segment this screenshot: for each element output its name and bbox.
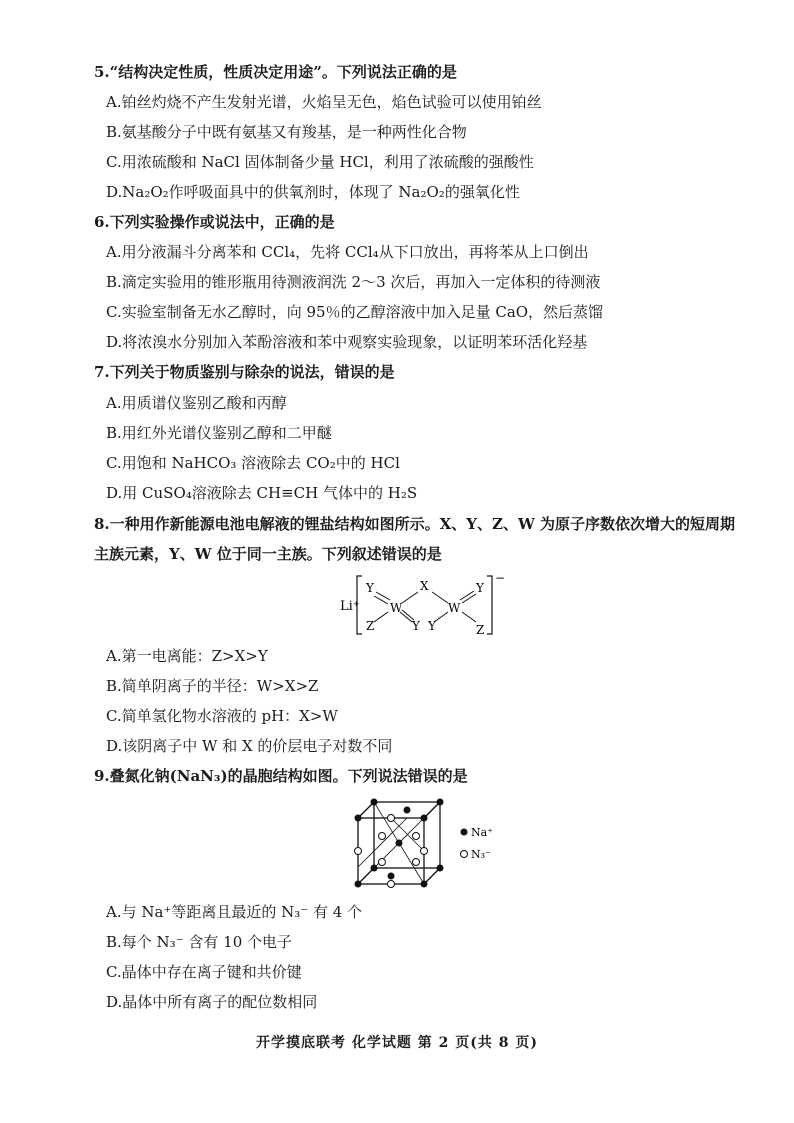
question-8-option-b: B.简单阴离子的半径：W>X>Z: [106, 677, 319, 695]
na-ion: [371, 865, 378, 872]
question-9-option-c: C.晶体中存在离子键和共价键: [106, 963, 302, 981]
question-5-option-d: D.Na₂O₂作呼吸面具中的供氧剂时，体现了 Na₂O₂的强氧化性: [106, 183, 520, 201]
bond-x-w-right: [432, 592, 448, 603]
question-6-stem: 6.下列实验操作或说法中，正确的是: [94, 213, 335, 231]
question-7-stem: 7.下列关于物质鉴别与除杂的说法，错误的是: [94, 363, 395, 381]
question-5-option-b: B.氨基酸分子中既有氨基又有羧基，是一种两性化合物: [106, 123, 467, 141]
question-7-option-a: A.用质谱仪鉴别乙酸和丙醇: [106, 394, 287, 412]
question-9-option-a: A.与 Na⁺等距离且最近的 N₃⁻ 有 4 个: [106, 903, 363, 921]
question-8-structure-figure: [330, 570, 510, 640]
question-6-option-c: C.实验室制备无水乙醇时，向 95％的乙醇溶液中加入足量 CaO，然后蒸馏: [106, 303, 604, 321]
question-5-stem: 5.“结构决定性质，性质决定用途”。下列说法正确的是: [94, 63, 457, 81]
question-8-stem-line2: 主族元素，Y、W 位于同一主族。下列叙述错误的是: [94, 545, 442, 563]
atom-y-bottom-1: Y: [412, 619, 420, 633]
question-8-option-d: D.该阴离子中 W 和 X 的价层电子对数不同: [106, 737, 393, 755]
atom-x: X: [420, 579, 429, 593]
bond-y-w-right-lower: [434, 612, 448, 622]
legend-n3-label: N₃⁻: [471, 848, 491, 861]
question-8-stem: 8.一种用作新能源电池电解液的锂盐结构如图所示。X、Y、Z、W 为原子序数依次增大的短周期: [94, 515, 736, 533]
question-9-option-d: D.晶体中所有离子的配位数相同: [106, 993, 318, 1011]
legend-na-label: Na⁺: [471, 826, 493, 839]
legend-na-marker: [461, 829, 468, 836]
question-6-option-d: D.将浓溴水分别加入苯酚溶液和苯中观察实验现象，以证明苯环活化羟基: [106, 333, 588, 351]
na-ion: [388, 873, 395, 880]
n3-ion: [421, 848, 428, 855]
atom-y-bottom-2: Y: [428, 619, 436, 633]
structure-charge: −: [495, 571, 506, 585]
question-7-option-d: D.用 CuSO₄溶液除去 CH≡CH 气体中的 H₂S: [106, 484, 418, 502]
n3-ion: [388, 881, 395, 888]
question-5-option-c: C.用浓硫酸和 NaCl 固体制备少量 HCl，利用了浓硫酸的强酸性: [106, 153, 534, 171]
bond-w-z-right: [462, 612, 476, 622]
na-ion: [437, 799, 444, 806]
na-ion: [437, 865, 444, 872]
question-9-stem: 9.叠氮化钠(NaN₃)的晶胞结构如图。下列说法错误的是: [94, 767, 468, 785]
question-7-option-c: C.用饱和 NaHCO₃ 溶液除去 CO₂中的 HCl: [106, 454, 400, 472]
n3-ion: [355, 848, 362, 855]
na-ion: [396, 840, 403, 847]
page-footer: 开学摸底联考 化学试题 第 2 页(共 8 页): [256, 1035, 538, 1051]
question-9-crystal-cell-figure: [350, 792, 510, 892]
atom-z-left: Z: [366, 619, 375, 633]
bond-w-x-left: [402, 592, 418, 603]
atom-y-top-right: Y: [476, 581, 484, 595]
legend-n3-marker: [461, 851, 468, 858]
n3-ion: [413, 833, 420, 840]
na-ion: [355, 815, 362, 822]
question-8-option-a: A.第一电离能：Z>X>Y: [106, 647, 268, 665]
na-ion: [404, 807, 411, 814]
atom-w-right: W: [448, 601, 461, 615]
atom-z-right: Z: [476, 623, 485, 637]
n3-ion: [379, 833, 386, 840]
question-6-option-a: A.用分液漏斗分离苯和 CCl₄，先将 CCl₄从下口放出，再将苯从上口倒出: [106, 243, 589, 261]
question-5-option-a: A.铂丝灼烧不产生发射光谱，火焰呈无色，焰色试验可以使用铂丝: [106, 93, 542, 111]
atom-y-top-left: Y: [366, 581, 374, 595]
bond-z-w-left: [374, 612, 388, 622]
bond-w-y-right: [462, 594, 476, 603]
na-ion: [421, 881, 428, 888]
atom-w-left: W: [390, 601, 403, 615]
bond-w-y-right-double: [460, 591, 474, 600]
question-8-option-c: C.简单氢化物水溶液的 pH：X>W: [106, 707, 338, 725]
na-ion: [355, 881, 362, 888]
right-bracket: [487, 576, 492, 634]
structure-cation: Li⁺: [340, 599, 360, 614]
na-ion: [371, 799, 378, 806]
n3-ion: [413, 859, 420, 866]
question-6-option-b: B.滴定实验用的锥形瓶用待测液润洗 2～3 次后，再加入一定体积的待测液: [106, 273, 601, 291]
question-9-option-b: B.每个 N₃⁻ 含有 10 个电子: [106, 933, 293, 951]
n3-ion: [388, 815, 395, 822]
na-ion: [421, 815, 428, 822]
question-7-option-b: B.用红外光谱仪鉴别乙醇和二甲醚: [106, 424, 332, 442]
n3-ion: [379, 859, 386, 866]
